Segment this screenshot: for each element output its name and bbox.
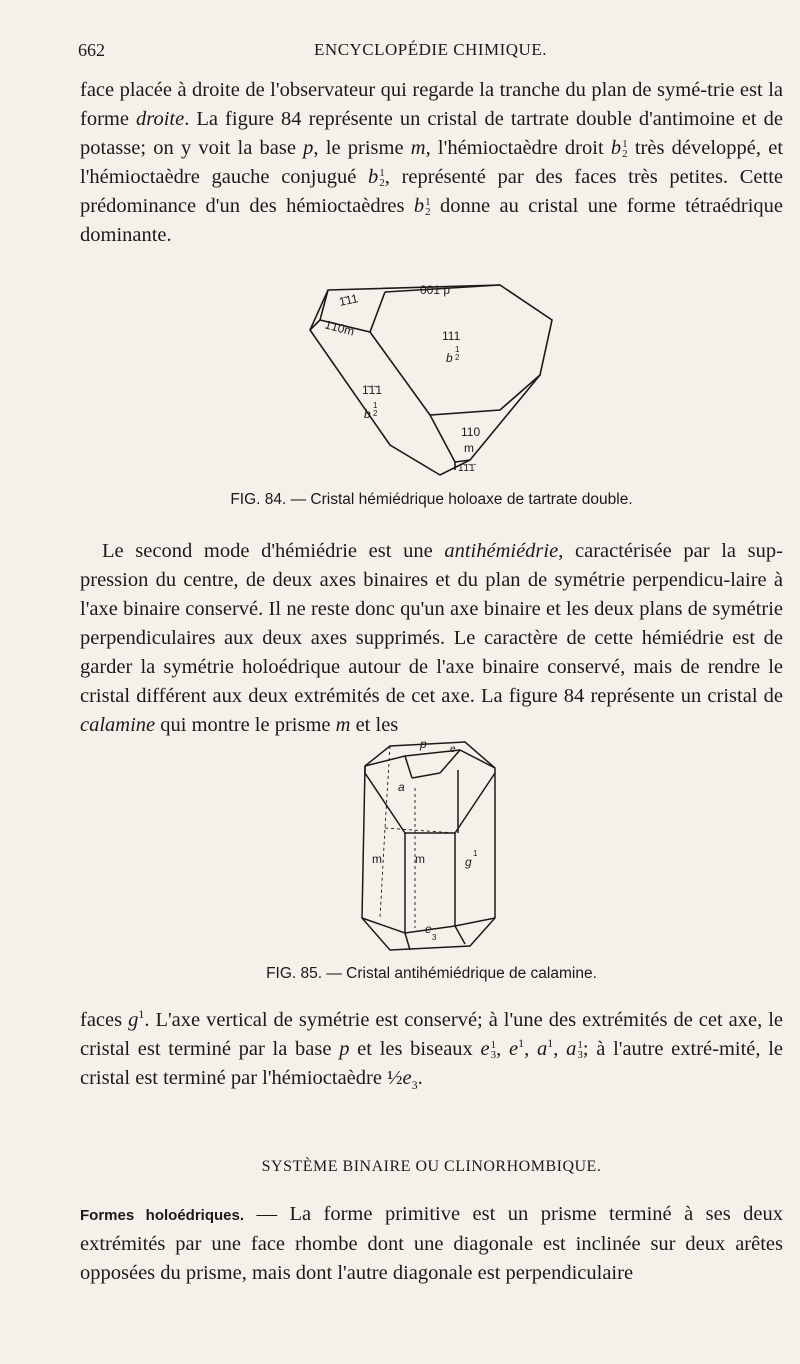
label-110: 110 bbox=[461, 425, 481, 439]
text-run: faces bbox=[80, 1009, 129, 1031]
text-run: , représenté par des faces très petites. Cette prédominance d'un des hémioctaèdres bbox=[80, 166, 783, 217]
label-111-top: 1̄11 bbox=[337, 291, 360, 309]
label-001p: 001 p bbox=[420, 283, 451, 297]
fraction: 1 3 bbox=[490, 1039, 497, 1062]
page-header bbox=[78, 40, 783, 66]
run-in-heading: Formes holoédriques. bbox=[80, 1207, 245, 1224]
label-b-left: b bbox=[364, 407, 371, 421]
text-run: et les bbox=[350, 714, 399, 736]
superscript: 1 bbox=[547, 1036, 554, 1051]
label-sub3: 3 bbox=[432, 933, 437, 942]
label-m: m bbox=[464, 441, 474, 455]
emphasis-antihemiedrie: antihémiédrie bbox=[444, 540, 559, 562]
symbol-p: p bbox=[303, 137, 314, 159]
label-b-right: b bbox=[446, 351, 453, 365]
text-run: , bbox=[553, 1038, 567, 1060]
text-run: . L'axe vertical de symétrie est conservé; à l'une des extrémités de cet axe, le cristal est terminé par la base bbox=[80, 1009, 783, 1060]
text-run: , bbox=[496, 1038, 509, 1060]
symbol-p: p bbox=[339, 1038, 350, 1060]
label-111-left: 1̄1̄1 bbox=[362, 383, 383, 397]
paragraph-2 bbox=[80, 537, 783, 740]
symbol-m: m bbox=[410, 137, 426, 159]
section-heading: SYSTÈME BINAIRE OU CLINORHOMBIQUE. bbox=[261, 1158, 602, 1175]
text-run: , le prisme bbox=[313, 137, 411, 159]
fraction-den: 2 bbox=[373, 409, 378, 418]
text-run: face placée à droite de l'observateur qui regarde la tranche du plan de symé-trie est la forme bbox=[80, 79, 783, 130]
label-111-bottom: 1̄1̄1̄ bbox=[458, 463, 475, 474]
text-run: ; à l'autre extré-mité, le cristal est terminé par l'hémioctaèdre bbox=[80, 1038, 784, 1089]
fraction-num: 1 bbox=[373, 401, 378, 410]
fraction-num: 1 bbox=[455, 345, 460, 354]
label-m-left: m bbox=[372, 852, 382, 866]
label-g-sup: 1 bbox=[473, 849, 478, 858]
text-run: , bbox=[524, 1038, 537, 1060]
label-e-top: e bbox=[450, 744, 456, 755]
label-g: g bbox=[465, 855, 472, 869]
fraction-half: ½ bbox=[387, 1067, 403, 1089]
subscript: 3 bbox=[411, 1078, 418, 1093]
emphasis-calamine: calamine bbox=[80, 714, 156, 736]
symbol-m: m bbox=[335, 714, 351, 736]
symbol-e: e bbox=[480, 1038, 490, 1060]
fraction-den: 2 bbox=[455, 353, 460, 362]
page-number: 662 bbox=[78, 40, 105, 60]
label-110m: 1̄10m bbox=[323, 317, 356, 339]
figure-84-crystal bbox=[290, 270, 570, 485]
label-p: p bbox=[420, 737, 427, 751]
paragraph-1 bbox=[80, 76, 783, 250]
symbol-a: a bbox=[566, 1038, 577, 1060]
figure-85-crystal bbox=[350, 728, 510, 960]
symbol-b: b bbox=[368, 166, 379, 188]
text-run: , caractérisée par la sup-pression du centre, de deux axes binaires et du plan de symétrie perpendicu-laire à l'axe binaire conservé. Il ne reste donc qu'un axe binaire et les deux plans de symétrie perpendiculaires aux deux axes supprimés. Le caractère de cette hémiédrie est de garder la symétrie holoédrique autour de l'axe binaire conservé, mais de rendre le cristal différent aux deux extrémités de cet axe. La figure 84 représente un cristal de bbox=[80, 540, 783, 707]
paragraph-4 bbox=[80, 1200, 783, 1288]
fraction: 1 3 bbox=[577, 1039, 583, 1062]
label-e-bottom: e bbox=[425, 922, 432, 936]
text-run: très développé, et l'hémioctaèdre gauche conjugué bbox=[80, 137, 784, 188]
emphasis-droite: droite bbox=[136, 108, 185, 130]
fraction: 1 2 bbox=[622, 138, 628, 161]
fraction: 1 2 bbox=[425, 196, 431, 219]
superscript: 1 bbox=[518, 1036, 525, 1051]
figure-85-caption: FIG. 85. — Cristal antihémiédrique de calamine. bbox=[266, 965, 597, 982]
text-run: et les biseaux bbox=[349, 1038, 481, 1060]
symbol-b: b bbox=[413, 195, 425, 217]
running-title: ENCYCLOPÉDIE CHIMIQUE. bbox=[314, 40, 547, 59]
label-a: a bbox=[398, 780, 405, 794]
symbol-a: a bbox=[536, 1038, 548, 1060]
figure-84-caption: FIG. 84. — Cristal hémiédrique holoaxe de tartrate double. bbox=[230, 491, 633, 508]
fraction: 1 2 bbox=[379, 167, 385, 190]
symbol-b: b bbox=[610, 137, 622, 159]
symbol-e: e bbox=[509, 1038, 519, 1060]
text-run: — La forme primitive est un prisme terminé à ses deux extrémités par une face rhombe dont une diagonale est inclinée sur deux arêtes opposées du prisme, mais dont l'autre diagonale est perpendiculaire bbox=[80, 1203, 783, 1284]
paragraph-3 bbox=[80, 1006, 783, 1100]
text-run: donne au cristal une forme tétraédrique dominante. bbox=[80, 195, 783, 246]
text-run: . bbox=[417, 1067, 423, 1089]
text-run: . La figure 84 représente un cristal de tartrate double d'antimoine et de potasse; on y voit la base bbox=[80, 108, 783, 159]
symbol-e: e bbox=[402, 1067, 412, 1089]
label-111: 111 bbox=[442, 329, 461, 343]
text-run: , l'hémioctaèdre droit bbox=[425, 137, 611, 159]
label-m-center: m bbox=[415, 852, 425, 866]
text-run: Le second mode d'hémiédrie est une bbox=[102, 540, 445, 562]
symbol-g: g bbox=[128, 1009, 139, 1031]
text-run: qui montre le prisme bbox=[155, 714, 336, 736]
superscript: 1 bbox=[138, 1007, 145, 1022]
